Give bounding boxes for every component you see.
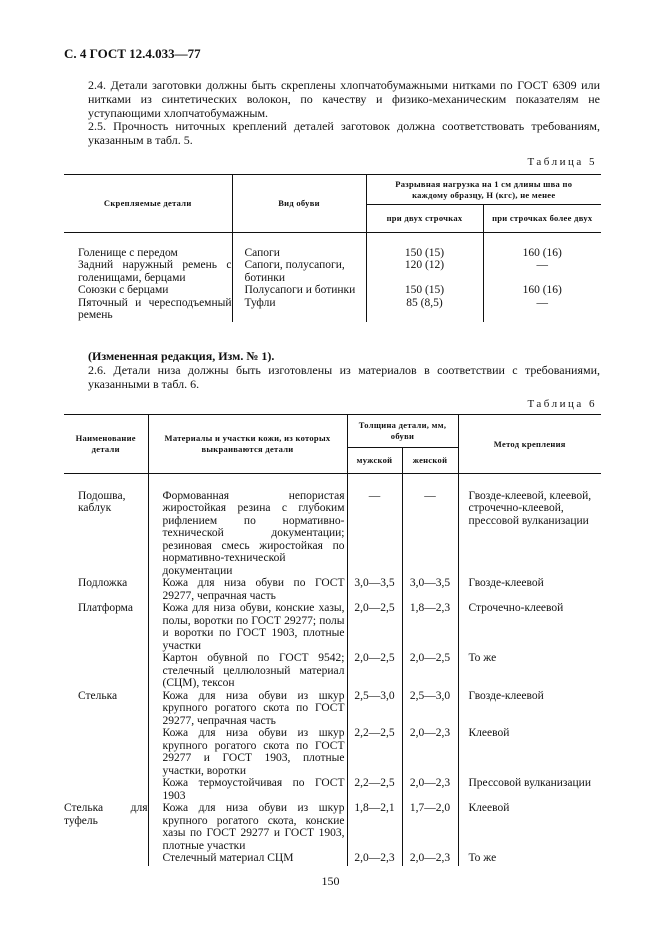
table-row xyxy=(64,777,601,802)
amendment-note-text: (Измененная редакция, Изм. № 1). xyxy=(88,349,275,363)
t5-load-more: — xyxy=(536,259,548,271)
t5-part: Союзки с берцами xyxy=(78,284,169,296)
t6-material: Кожа для низа обуви из шкур крупного рогатого скота, конские хазы по ГОСТ 29277 и ГОСТ 1903, плотные участки xyxy=(162,802,345,852)
t6-part: Стелька для туфель xyxy=(64,802,148,827)
t6-method: Строчечно-клеевой xyxy=(468,602,564,614)
t6-method: Гвозде-клеевой, клеевой, строчечно-клеевой, прессовой вулканизации xyxy=(468,489,592,527)
paragraph-2-6-text: 2.6. Детали низа должны быть изготовлены из материалов в соответствии с требованиями, указанными в табл. 6. xyxy=(88,363,600,391)
t6-male: 1,8—2,1 xyxy=(347,802,402,852)
table-6 xyxy=(64,414,601,866)
t6-col-material: Материалы и участки кожи, из которых выкраиваются детали xyxy=(148,415,347,474)
paragraph-2-4-text: 2.4. Детали заготовки должны быть скреплены хлопчатобумажными нитками по ГОСТ 6309 или нитками из синтетических волокон, по качеству и физико-механическим показателям не уступающими хлопчатобумажным. xyxy=(88,78,600,120)
t5-load-more: 160 (16) xyxy=(522,284,562,296)
t6-col-part: Наименование детали xyxy=(64,415,148,474)
t6-method: Гвозде-клеевой xyxy=(468,577,544,589)
t6-material: Кожа термоустойчивая по ГОСТ 1903 xyxy=(162,777,345,802)
paragraph-2-5 xyxy=(64,119,600,147)
table-row xyxy=(64,247,601,260)
t5-part: Голенище с передом xyxy=(78,246,178,259)
t6-col-method: Метод крепления xyxy=(458,415,601,474)
t6-female: — xyxy=(402,490,458,578)
t6-female: 2,0—2,3 xyxy=(402,727,458,777)
t5-kind: Сапоги xyxy=(232,247,366,260)
t6-female: 3,0—3,5 xyxy=(402,577,458,602)
t6-male: 2,0—2,5 xyxy=(347,652,402,690)
t6-part: Подошва, каблук xyxy=(78,489,126,514)
t6-male: 2,0—2,3 xyxy=(347,852,402,866)
t6-male: 3,0—3,5 xyxy=(347,577,402,602)
t5-kind: Туфли xyxy=(232,297,366,322)
t6-col-thickness: Толщина детали, мм, обуви xyxy=(347,415,458,448)
t5-load-two: 85 (8,5) xyxy=(366,297,483,322)
page-number: 150 xyxy=(321,874,340,888)
t5-part: Пяточный и чересподъемный ремень xyxy=(78,296,232,321)
amendment-note xyxy=(64,349,600,363)
table-row xyxy=(64,577,601,602)
t6-method: Клеевой xyxy=(468,727,510,739)
t6-male: 2,5—3,0 xyxy=(347,690,402,728)
t6-female: 2,5—3,0 xyxy=(402,690,458,728)
t6-male: — xyxy=(347,490,402,578)
t6-method: То же xyxy=(468,652,497,664)
t6-material: Картон обувной по ГОСТ 9542; стелечный целлюлозный материал (СЦМ), тексон xyxy=(162,652,345,689)
t6-material: Кожа для низа обуви из шкур крупного рогатого скота по ГОСТ 29277, чепрачная часть xyxy=(162,689,345,727)
table-row xyxy=(64,652,601,690)
t6-female: 1,8—2,3 xyxy=(402,602,458,652)
t6-sub-female: женской xyxy=(402,448,458,474)
t6-material: Кожа для низа обуви, конские хазы, полы, воротки по ГОСТ 29277; полы и воротки по ГОСТ 1903, плотные участки xyxy=(162,602,345,652)
t6-sub-male: мужской xyxy=(347,448,402,474)
t6-method: Прессовой вулканизации xyxy=(468,777,591,789)
paragraph-2-4 xyxy=(64,78,600,120)
table-row xyxy=(64,602,601,652)
t5-kind: Полусапоги и ботинки xyxy=(232,284,366,297)
table-row xyxy=(64,690,601,728)
t5-col-parts: Скрепляемые детали xyxy=(64,175,232,233)
t6-method: Клеевой xyxy=(468,802,510,814)
t5-col-load: Разрывная нагрузка на 1 см длины шва по каждому образцу, Н (кгс), не менее xyxy=(366,175,601,205)
t6-female: 2,0—2,3 xyxy=(402,777,458,802)
t5-load-two: 150 (15) xyxy=(366,247,483,260)
t6-female: 2,0—2,3 xyxy=(402,852,458,866)
t6-male: 2,0—2,5 xyxy=(347,602,402,652)
t6-part: Платформа xyxy=(78,602,133,614)
table-row xyxy=(64,490,601,578)
table-5-caption: Таблица 5 xyxy=(527,156,597,168)
t6-material: Кожа для низа обуви по ГОСТ 29277, чепрачная часть xyxy=(162,577,345,602)
table-row xyxy=(64,727,601,777)
t5-sub-more: при строчках более двух xyxy=(483,205,601,233)
table-6-caption: Таблица 6 xyxy=(527,398,597,410)
paragraph-2-5-text: 2.5. Прочность ниточных креплений деталей заготовок должна соответствовать требованиям, указанным в табл. 5. xyxy=(88,119,600,147)
t5-part: Задний наружный ремень с голенищами, берцами xyxy=(78,259,232,284)
t5-load-more: — xyxy=(536,296,548,309)
t6-method: Гвозде-клеевой xyxy=(468,689,544,702)
table-row xyxy=(64,852,601,866)
page-header: С. 4 ГОСТ 12.4.033—77 xyxy=(64,46,201,61)
table-row xyxy=(64,297,601,322)
t6-female: 1,7—2,0 xyxy=(402,802,458,852)
t6-male: 2,2—2,5 xyxy=(347,727,402,777)
table-row xyxy=(64,802,601,852)
t6-material: Стелечный материал СЦМ xyxy=(162,852,294,864)
table-row xyxy=(64,284,601,297)
t5-kind: Сапоги, полусапоги, ботинки xyxy=(232,259,366,284)
t6-method: То же xyxy=(468,852,497,864)
table-5 xyxy=(64,174,601,322)
t5-load-two: 120 (12) xyxy=(366,259,483,284)
t6-part: Подложка xyxy=(78,577,128,589)
t6-male: 2,2—2,5 xyxy=(347,777,402,802)
t5-sub-two: при двух строчках xyxy=(366,205,483,233)
t6-part: Стелька xyxy=(78,689,118,702)
t6-material: Формованная непористая жиростойкая резина с глубоким рифлением по нормативно-технической документации; резиновая смесь жиростойкая по нормативно-технической документации xyxy=(162,489,345,577)
t6-material: Кожа для низа обуви из шкур крупного рогатого скота по ГОСТ 29277 и ГОСТ 1903, плотные участки, воротки xyxy=(162,727,345,777)
t6-female: 2,0—2,5 xyxy=(402,652,458,690)
t5-col-kind: Вид обуви xyxy=(232,175,366,233)
t5-load-more: 160 (16) xyxy=(522,246,562,259)
table-row xyxy=(64,259,601,284)
paragraph-2-6 xyxy=(64,363,600,391)
t5-load-two: 150 (15) xyxy=(366,284,483,297)
